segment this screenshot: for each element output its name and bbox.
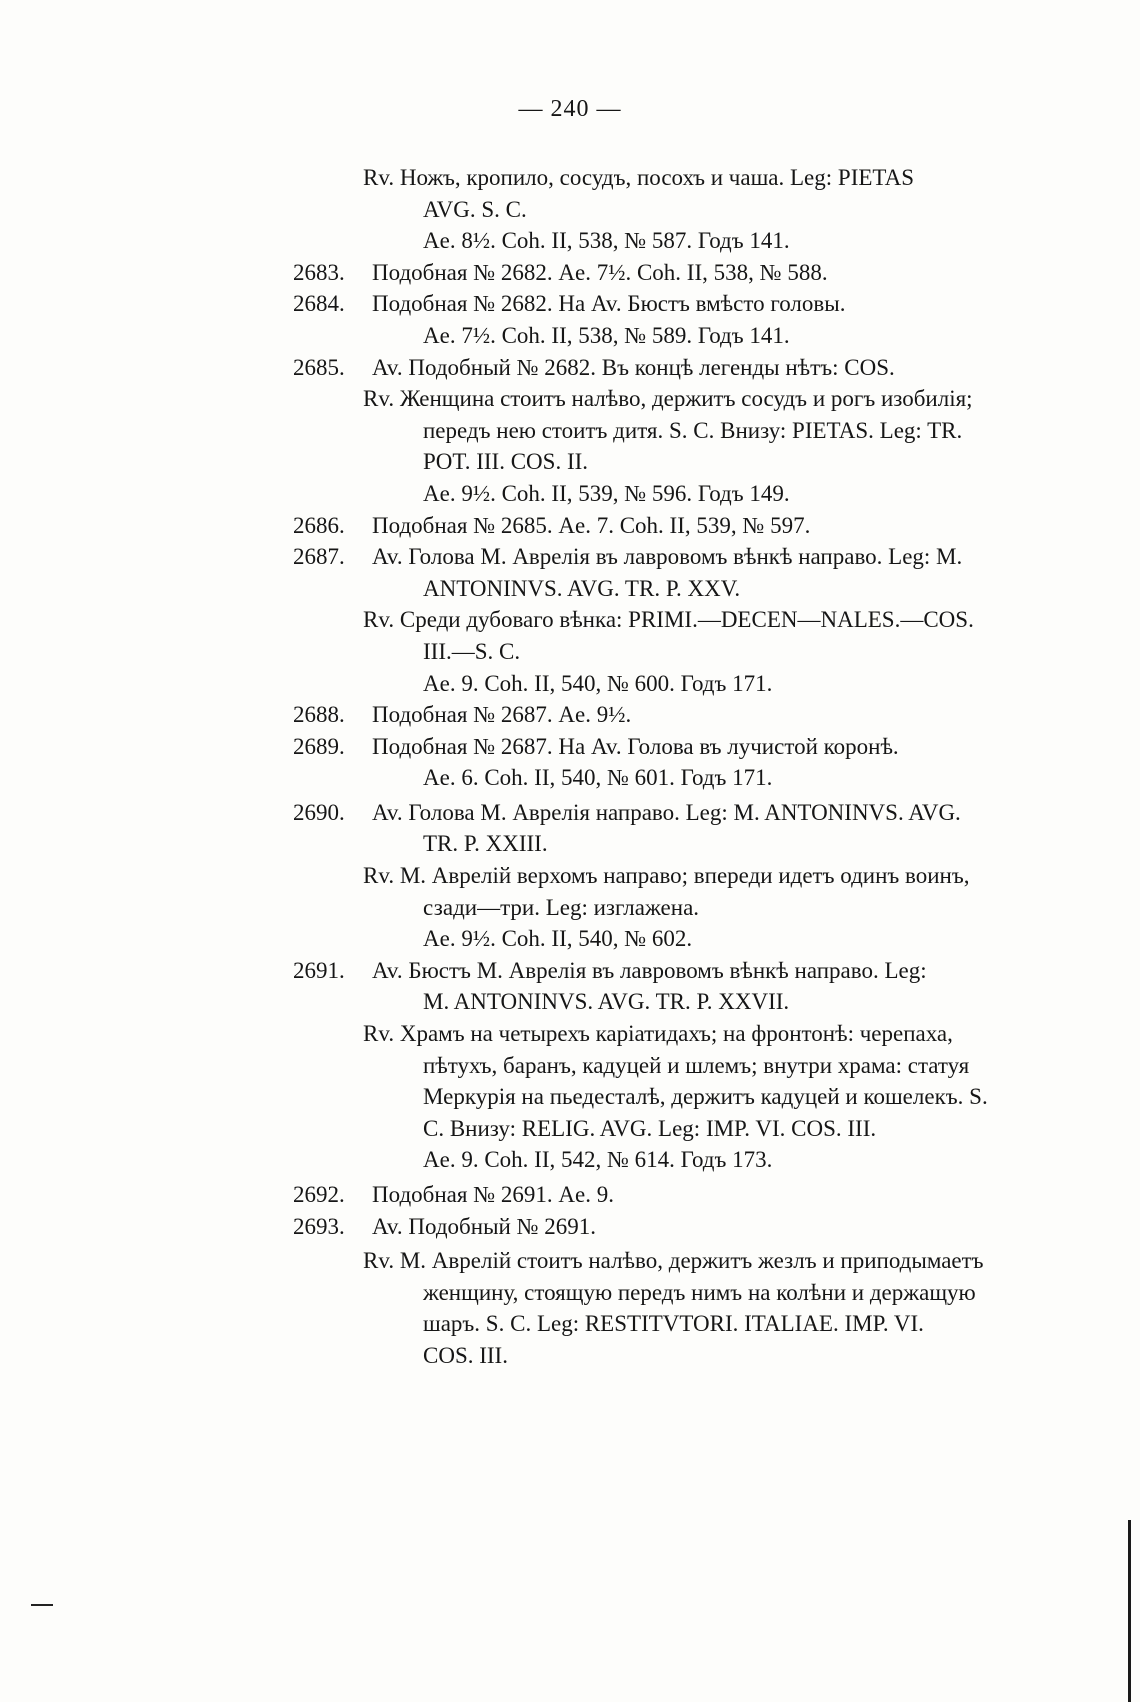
entry-line bbox=[0, 1211, 1140, 1243]
entry-line bbox=[0, 986, 1140, 1018]
entry-line bbox=[0, 573, 1140, 605]
entry-text: Ae. 9. Coh. II, 540, № 600. Годъ 171. bbox=[423, 670, 773, 696]
entry-text: Av. Подобный № 2691. bbox=[372, 1213, 597, 1239]
page-number: — 240 — bbox=[518, 96, 622, 122]
entry-text: Rv. Храмъ на четырехъ каріатидахъ; на фронтонѣ: черепаха, bbox=[363, 1021, 953, 1047]
entry-text: Подобная № 2687. На Av. Голова въ лучистой коронѣ. bbox=[372, 733, 899, 759]
entry-text: Подобная № 2685. Ae. 7. Coh. II, 539, № 597. bbox=[372, 512, 811, 538]
entry-text: Av. Бюстъ M. Аврелія въ лавровомъ вѣнкѣ направо. Leg: bbox=[372, 957, 927, 983]
entry-text: TR. P. XXIII. bbox=[423, 831, 548, 857]
entry-text: Подобная № 2682. На Av. Бюстъ вмѣсто головы. bbox=[372, 291, 846, 317]
entry-line bbox=[0, 1179, 1140, 1211]
entry-line bbox=[0, 257, 1140, 289]
entry-number: 2691. bbox=[293, 957, 345, 983]
entry-number: 2688. bbox=[293, 702, 345, 728]
entry-line bbox=[0, 383, 1140, 415]
entry-line bbox=[0, 1081, 1140, 1113]
entry-line bbox=[0, 1113, 1140, 1145]
entry-text: Rv. M. Аврелій верхомъ направо; впереди идетъ одинъ воинъ, bbox=[363, 863, 970, 889]
margin-dash-mark bbox=[31, 1604, 53, 1606]
entry-number: 2693. bbox=[293, 1213, 345, 1239]
entry-text: Av. Голова M. Аврелія направо. Leg: M. ANTONINVS. AVG. bbox=[372, 799, 961, 825]
entry-text: женщину, стоящую передъ нимъ на колѣни и держащую bbox=[423, 1279, 976, 1305]
entry-text: AVG. S. C. bbox=[423, 196, 527, 222]
entry-line bbox=[0, 352, 1140, 384]
entry-text: Ae. 8½. Coh. II, 538, № 587. Годъ 141. bbox=[423, 228, 790, 254]
entry-line bbox=[0, 162, 1140, 194]
entry-text: III.—S. C. bbox=[423, 638, 521, 664]
entry-number: 2685. bbox=[293, 354, 345, 380]
entry-text: передъ нею стоитъ дитя. S. C. Внизу: PIETAS. Leg: TR. bbox=[423, 417, 963, 443]
entry-line bbox=[0, 797, 1140, 829]
entry-line bbox=[0, 731, 1140, 763]
entry-line bbox=[0, 1050, 1140, 1082]
entry-text: Rv. Женщина стоитъ налѣво, держитъ сосудъ и рогъ изобилія; bbox=[363, 386, 973, 412]
entry-number: 2684. bbox=[293, 291, 345, 317]
entry-line bbox=[0, 1340, 1140, 1372]
entry-number: 2690. bbox=[293, 799, 345, 825]
entry-line bbox=[0, 699, 1140, 731]
entry-text: пѣтухъ, баранъ, кадуцей и шлемъ; внутри храма: статуя bbox=[423, 1052, 970, 1078]
scan-edge-line bbox=[1128, 1520, 1131, 1702]
entry-text: Ae. 7½. Coh. II, 538, № 589. Годъ 141. bbox=[423, 322, 790, 348]
entry-line bbox=[0, 510, 1140, 542]
entry-line bbox=[0, 860, 1140, 892]
entry-number: 2687. bbox=[293, 544, 345, 570]
entry-line bbox=[0, 1144, 1140, 1176]
entry-text: Rv. Среди дубоваго вѣнка: PRIMI.—DECEN—NALES.—COS. bbox=[363, 607, 974, 633]
entry-text: C. Внизу: RELIG. AVG. Leg: IMP. VI. COS. III. bbox=[423, 1115, 877, 1141]
entry-line bbox=[0, 320, 1140, 352]
entry-line bbox=[0, 1245, 1140, 1277]
entry-text: Rv. Ножъ, кропило, сосудъ, посохъ и чаша. Leg: PIETAS bbox=[363, 165, 915, 190]
entry-text: Ae. 6. Coh. II, 540, № 601. Годъ 171. bbox=[423, 765, 773, 791]
entry-line bbox=[0, 446, 1140, 478]
catalog-entries bbox=[0, 162, 1140, 1372]
entry-number: 2683. bbox=[293, 259, 345, 285]
entry-text: Ae. 9½. Coh. II, 539, № 596. Годъ 149. bbox=[423, 480, 790, 506]
entry-text: Ae. 9½. Coh. II, 540, № 602. bbox=[423, 926, 693, 952]
entry-text: Rv. M. Аврелій стоитъ налѣво, держитъ жезлъ и приподымаетъ bbox=[363, 1248, 984, 1274]
entry-text: сзади—три. Leg: изглажена. bbox=[423, 894, 700, 920]
entry-text: Av. Голова M. Аврелія въ лавровомъ вѣнкѣ направо. Leg: M. bbox=[372, 544, 963, 570]
entry-text: ANTONINVS. AVG. TR. P. XXV. bbox=[423, 575, 741, 601]
entry-line bbox=[0, 955, 1140, 987]
entry-line bbox=[0, 415, 1140, 447]
entry-text: POT. III. COS. II. bbox=[423, 449, 589, 475]
entry-line bbox=[0, 604, 1140, 636]
entry-line bbox=[0, 478, 1140, 510]
entry-text: Av. Подобный № 2682. Въ концѣ легенды нѣтъ: COS. bbox=[372, 354, 895, 380]
entry-text: Ae. 9. Coh. II, 542, № 614. Годъ 173. bbox=[423, 1147, 773, 1173]
entry-number: 2692. bbox=[293, 1182, 345, 1207]
entry-text: COS. III. bbox=[423, 1342, 508, 1368]
entry-number: 2689. bbox=[293, 733, 345, 759]
entry-text: Меркурія на пьедесталѣ, держитъ кадуцей и кошелекъ. S. bbox=[423, 1084, 988, 1110]
entry-text: M. ANTONINVS. AVG. TR. P. XXVII. bbox=[423, 989, 790, 1015]
entry-line bbox=[0, 828, 1140, 860]
entry-line bbox=[0, 1308, 1140, 1340]
entry-line bbox=[0, 923, 1140, 955]
entry-line bbox=[0, 1018, 1140, 1050]
entry-line bbox=[0, 636, 1140, 668]
entry-text: Подобная № 2687. Ae. 9½. bbox=[372, 702, 632, 728]
entry-text: Подобная № 2691. Ae. 9. bbox=[372, 1182, 614, 1207]
entry-line bbox=[0, 762, 1140, 794]
entry-text: Подобная № 2682. Ae. 7½. Coh. II, 538, № 588. bbox=[372, 259, 828, 285]
entry-line bbox=[0, 668, 1140, 700]
entry-text: шаръ. S. C. Leg: RESTITVTORI. ITALIAE. IMP. VI. bbox=[423, 1311, 924, 1337]
entry-line bbox=[0, 194, 1140, 226]
entry-line bbox=[0, 541, 1140, 573]
entry-line bbox=[0, 288, 1140, 320]
entry-line bbox=[0, 225, 1140, 257]
entry-number: 2686. bbox=[293, 512, 345, 538]
entry-line bbox=[0, 1277, 1140, 1309]
entry-line bbox=[0, 892, 1140, 924]
